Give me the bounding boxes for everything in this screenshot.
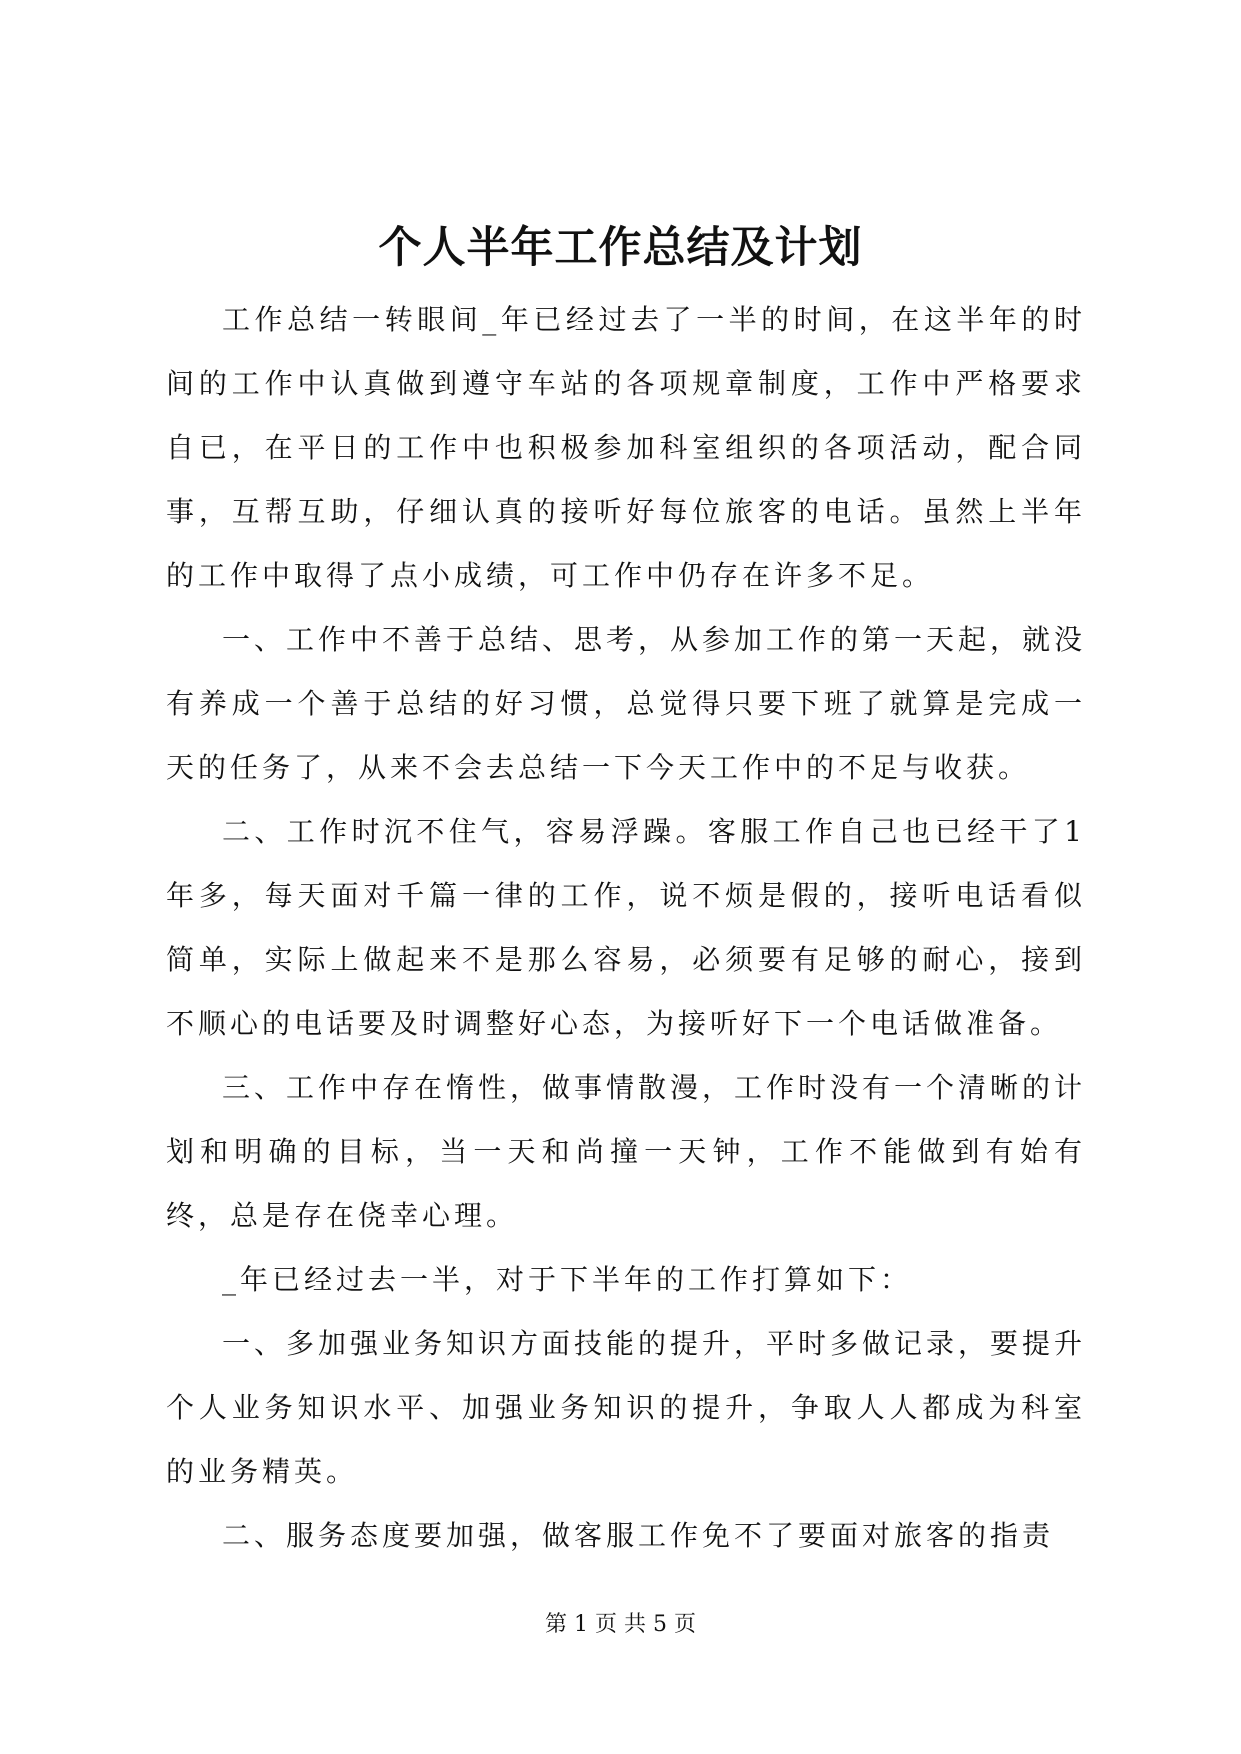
paragraph-issue-1: 一、工作中不善于总结、思考，从参加工作的第一天起，就没有养成一个善于总结的好习惯，总觉得只要下班了就算是完成一天的任务了，从来不会去总结一下今天工作中的不足与收获。 bbox=[166, 623, 1087, 784]
paragraph-intro: 工作总结一转眼间_年已经过去了一半的时间，在这半年的时间的工作中认真做到遵守车站的各项规章制度，工作中严格要求自已，在平日的工作中也积极参加科室组织的各项活动，配合同事，互帮互助，仔细认真的接听好每位旅客的电话。虽然上半年的工作中取得了点小成绩，可工作中仍存在许多不足。 bbox=[166, 303, 1086, 592]
document-title: 个人半年工作总结及计划 bbox=[378, 223, 863, 273]
paragraph-plan-intro: _年已经过去一半，对于下半年的工作打算如下： bbox=[222, 1263, 913, 1296]
paragraph-issue-2: 二、工作时沉不住气，容易浮躁。客服工作自己也已经干了1年多，每天面对千篇一律的工作，说不烦是假的，接听电话看似简单，实际上做起来不是那么容易，必须要有足够的耐心，接到不顺心的电话要及时调整好心态，为接听好下一个电话做准备。 bbox=[166, 815, 1086, 1040]
page-number-footer: 第 1 页 共 5 页 bbox=[545, 1612, 696, 1637]
paragraph-plan-2: 二、服务态度要加强，做客服工作免不了要面对旅客的指责 bbox=[222, 1519, 1055, 1552]
document-body bbox=[166, 288, 1086, 1568]
paragraph-plan-1: 一、多加强业务知识方面技能的提升，平时多做记录，要提升个人业务知识水平、加强业务知识的提升，争取人人都成为科室的业务精英。 bbox=[166, 1327, 1087, 1488]
paragraph-issue-3: 三、工作中存在惰性，做事情散漫，工作时没有一个清晰的计划和明确的目标，当一天和尚撞一天钟，工作不能做到有始有终，总是存在侥幸心理。 bbox=[166, 1071, 1087, 1232]
